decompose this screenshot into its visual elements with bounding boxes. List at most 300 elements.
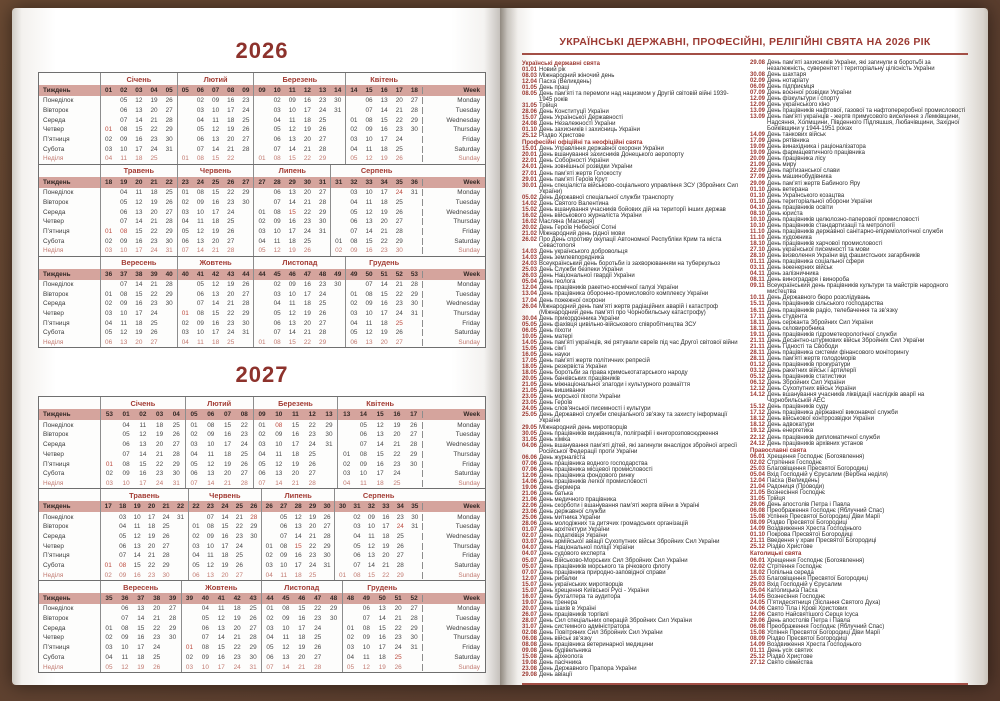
week-group [334,501,422,512]
day-label-en: Tuesday [422,199,485,206]
week-number: 27 [280,503,288,511]
date-cell: 08 [362,624,370,632]
date-cell: 14 [282,663,290,671]
date-cell: 22 [395,116,403,124]
day-row [39,430,485,440]
date-cell: 03 [353,523,361,531]
date-cell: 20 [380,218,388,226]
holiday-name: Всеукраїнський день працівників культури та майстрів народного мистецтва [767,283,949,296]
day-group [342,643,423,653]
date-cell: 30 [319,218,327,226]
date-cell: 28 [410,107,418,115]
date-cell: 04 [201,605,209,613]
date-cell: 10 [212,107,220,115]
week-group [261,501,334,512]
day-label-en: Monday [422,189,485,196]
holiday-name: День Служби безпеки України [539,267,623,274]
date-cell: 21 [233,634,241,642]
date-cell: 13 [380,97,388,105]
date-cell: 25 [314,634,322,642]
date-cell: 17 [139,479,147,487]
holiday-date: 22.12 [750,434,766,441]
date-cell: 05 [273,310,281,318]
calendar-quarter [39,580,485,672]
week-number: 39 [169,595,177,603]
day-label: Субота [43,562,65,570]
day-label-en: Monday [422,97,485,104]
date-cell: 30 [410,634,418,642]
date-cell: 05 [120,97,128,105]
day-group [100,135,177,145]
holiday-name: День податківця України [539,533,608,540]
holiday-name: День хіміка [539,436,571,443]
holiday-entry [750,441,968,447]
date-cell: 23 [233,653,241,661]
day-group [330,198,422,208]
date-cell: 24 [235,542,243,550]
day-group [337,430,422,440]
date-cell: 11 [273,237,281,245]
date-cell: 14 [139,450,147,458]
holiday-date: 25.06 [522,515,538,522]
date-cell: 30 [334,97,342,105]
date-cell: 13 [378,605,386,613]
holiday-name: День державної служби [539,509,606,516]
day-label: Понеділок [43,189,74,197]
holiday-name: День пам’яті та перемоги над нацизмом у Другій світовій війні 1939-1945 років [539,90,729,103]
holiday-date: 19.09 [750,144,766,151]
date-cell: 20 [298,653,306,661]
date-cell: 08 [120,290,128,298]
day-group [253,289,345,299]
holiday-date: 19.07 [522,599,538,606]
day-group [253,338,345,348]
day-label-en: Saturday [422,470,485,477]
date-cell: 23 [242,97,250,105]
date-cell: 06 [273,136,281,144]
date-cell: 08 [359,450,367,458]
holiday-name: День працівників легкої промисловості [539,478,648,485]
day-group [253,115,345,125]
holiday-date: 21.04 [750,483,766,490]
date-cell: 18 [303,300,311,308]
date-cell: 26 [240,460,248,468]
date-cell: 16 [217,653,225,661]
date-cell: 11 [365,319,373,327]
date-cell: 26 [314,644,322,652]
day-group [188,561,261,571]
holiday-date: 05.05 [522,321,538,328]
date-cell: 05 [258,460,266,468]
date-cell: 17 [135,145,143,153]
day-group [100,614,181,624]
date-cell: 04 [105,155,113,163]
date-cell: 20 [309,523,317,531]
date-cell: 12 [217,615,225,623]
date-cell: 23 [235,532,243,540]
date-cell: 07 [120,218,128,226]
date-cell: 04 [119,523,127,531]
day-group [100,198,177,208]
date-cell: 09 [275,431,283,439]
day-group [185,479,253,489]
date-cell: 12 [365,155,373,163]
week-group [177,269,254,280]
day-row [39,115,485,125]
month-name: Грудень [367,582,398,592]
date-cell: 08 [273,155,281,163]
week-number: 08 [240,411,248,419]
holiday-name: День працівників торгівлі [539,611,609,618]
date-cell: 15 [288,155,296,163]
holiday-name: День працівника системи фінансового моніторингу [767,349,909,356]
week-number: 26 [250,503,258,511]
day-group [185,420,253,430]
day-row [39,144,485,154]
date-cell: 14 [288,329,296,337]
holiday-date: 09.11 [750,283,765,290]
day-row [39,643,485,653]
holiday-date: 12.12 [750,386,766,393]
week-group [100,593,181,604]
holiday-date: 19.06 [522,484,538,491]
date-cell: 04 [343,479,351,487]
day-group [181,623,262,633]
holiday-date: 14.05 [750,593,766,600]
date-cell: 20 [303,136,311,144]
date-cell: 13 [135,107,143,115]
date-cell: 01 [265,542,273,550]
date-cell: 30 [162,571,170,579]
holiday-date: 15.05 [522,345,538,352]
holiday-date: 12.06 [750,611,766,618]
date-cell: 11 [365,145,373,153]
holiday-name: День працівників освіти [767,204,833,211]
day-group [100,450,185,460]
date-cell: 25 [227,339,235,347]
week-number: 53 [105,411,113,419]
week-number: 18 [105,178,113,186]
date-cell: 30 [249,653,257,661]
holiday-date: 28.10 [750,253,766,260]
holiday-entry [750,392,968,404]
holiday-name: День слов’янської писемності і культури [539,406,651,413]
holiday-name: День вишиванки [539,388,585,395]
holiday-date: 25.12 [750,544,766,551]
day-group [253,207,330,217]
date-cell: 22 [303,339,311,347]
date-cell: 25 [396,532,404,540]
week-number: 06 [196,87,204,94]
date-cell: 14 [378,615,386,623]
day-group [334,570,422,580]
week-number: 37 [120,270,128,278]
holiday-date: 20.05 [522,376,538,383]
date-cell: 01 [105,460,113,468]
holiday-name: День пожежної охорони [539,297,606,304]
date-cell: 02 [185,653,193,661]
date-cell: 16 [376,460,384,468]
day-label: Середа [43,300,66,308]
date-cell: 11 [368,532,375,540]
week-number: 45 [282,595,290,603]
date-cell: 21 [150,280,158,288]
holiday-date: 15.12 [750,404,766,411]
date-cell: 16 [212,319,220,327]
day-label: Середа [43,116,66,124]
date-cell: 03 [181,208,189,216]
date-cell: 10 [288,290,296,298]
date-cell: 01 [258,421,266,429]
holiday-name: День Національної поліції України [539,545,635,552]
holiday-date: 16.07 [522,593,538,600]
day-group [330,207,422,217]
date-cell: 28 [169,615,177,623]
day-group [100,643,181,653]
date-cell: 14 [217,634,225,642]
date-cell: 09 [350,247,358,255]
holiday-name: День апостолів Петра і Павла [767,502,851,509]
day-group [342,614,423,624]
date-cell: 15 [135,126,143,134]
week-number: 28 [294,503,302,511]
holiday-name: День працівників видавництв, поліграфії і книгорозповсюдження [539,430,719,437]
holiday-date: 24.05 [522,406,538,413]
holiday-name: День захисників і захисниць України [539,127,640,134]
date-cell: 14 [376,441,384,449]
day-group [345,299,422,309]
holiday-date: 02.02 [750,563,766,570]
day-group [337,420,422,430]
date-cell: 23 [394,634,402,642]
date-cell: 01 [350,290,358,298]
date-cell: 31 [410,644,418,652]
date-cell: 28 [227,247,235,255]
date-cell: 08 [121,624,129,632]
day-label-en: Tuesday [422,523,485,530]
month-name: Травень [123,166,155,176]
holiday-name: День українських миротворців [539,581,624,588]
day-group [100,115,177,125]
day-label: Вівторок [43,198,69,206]
holidays-columns [522,60,968,679]
date-cell: 19 [303,126,311,134]
holiday-entry [522,91,740,103]
holiday-date: 19.11 [750,331,765,338]
day-group [177,227,254,237]
day-row [39,198,485,208]
date-cell: 22 [227,155,235,163]
date-cell: 13 [275,470,283,478]
holiday-name: День Героїв [539,400,573,407]
week-number: 21 [162,503,170,511]
date-cell: 30 [334,280,342,288]
date-cell: 31 [410,189,418,197]
holiday-date: 07.09 [750,89,766,96]
date-cell: 06 [181,237,189,245]
date-cell: 18 [233,605,241,613]
date-cell: 04 [265,571,273,579]
day-group [337,450,422,460]
date-cell: 17 [148,513,156,521]
day-label-en: Sunday [422,155,485,162]
date-cell: 07 [120,280,128,288]
date-cell: 21 [223,479,232,487]
week-number: 21 [150,178,158,186]
date-cell: 31 [249,663,257,671]
holiday-name: Різдво Пресвятої Богородиці [767,636,848,643]
day-label: Понеділок [43,421,74,429]
date-cell: 28 [242,300,250,308]
day-group [181,643,262,653]
day-group [261,653,342,663]
date-cell: 30 [411,513,419,521]
day-group [100,512,188,522]
holiday-date: 14.03 [522,249,538,256]
date-cell: 09 [122,470,130,478]
day-label: Неділя [43,339,64,347]
date-cell: 01 [105,227,113,235]
day-group [100,154,177,164]
month-name: Жовтень [205,582,238,592]
date-cell: 02 [350,300,358,308]
week-number: 09 [258,411,266,419]
day-label-en: Thursday [422,218,485,225]
day-group [253,450,338,460]
holiday-name: Свято Тіла і Крові Христових [767,605,848,612]
date-cell: 21 [298,663,306,671]
holiday-date: 06.06 [522,454,538,461]
week-number: 13 [319,87,327,94]
holiday-section-header: Професійні офіційні та неофіційні свята [522,140,643,147]
holiday-name: День пам’яті українців - жертв примусового виселення з Лемківщини, Надсяння, Холмщини, Південного Підляшшя, Любачівщини, Західної Бойківщини у 1944-1951 роках [767,114,960,133]
date-cell: 07 [362,615,370,623]
day-group [337,440,422,450]
day-label: П’ятниця [43,460,70,468]
holiday-name: Про День спротиву окупації Автономної Республіки Крим та міста Севастополя [539,237,722,250]
date-cell: 24 [314,624,322,632]
date-cell: 09 [121,634,129,642]
date-cell: 02 [181,319,189,327]
holiday-name: День машинобудівника [767,174,832,181]
day-group [253,154,345,164]
holiday-name: День юриста [767,210,803,217]
date-cell: 08 [120,126,128,134]
holiday-date: 06.12 [750,380,766,387]
week-number: 25 [212,178,220,186]
date-cell: 03 [343,470,351,478]
date-cell: 30 [323,552,331,560]
date-cell: 19 [380,155,388,163]
date-cell: 09 [288,280,296,288]
holiday-date: 20.07 [522,605,538,612]
date-cell: 11 [120,319,128,327]
holiday-entry [750,283,968,295]
date-cell: 24 [395,136,403,144]
holiday-name: День працівника фондового ринку [539,472,635,479]
date-cell: 12 [139,431,147,439]
week-number: 35 [105,595,113,603]
month-header-row [39,397,485,409]
holiday-date: 15.08 [522,654,538,661]
day-group [345,96,422,106]
date-cell: 01 [105,290,113,298]
date-cell: 30 [165,237,173,245]
holiday-date: 24.12 [750,440,766,447]
day-group [342,633,423,643]
month-name-cell [100,73,177,85]
date-cell: 02 [105,300,113,308]
day-label-en: Thursday [422,451,485,458]
date-cell: 16 [378,634,386,642]
week-number: 52 [410,595,418,603]
holiday-name: День шахтаря [767,71,807,78]
date-cell: 21 [212,247,220,255]
date-cell: 21 [303,145,311,153]
date-cell: 24 [150,247,158,255]
day-label: Вівторок [43,615,69,623]
week-number: 02 [120,87,128,94]
date-cell: 08 [273,339,281,347]
date-cell: 18 [382,532,390,540]
holiday-date: 10.10 [750,216,766,223]
holiday-name: Вознесіння Господнє [767,489,826,496]
date-cell: 23 [308,431,316,439]
date-cell: 18 [135,155,143,163]
date-cell: 16 [133,571,141,579]
date-cell: 06 [122,441,130,449]
date-cell: 27 [242,136,250,144]
date-cell: 20 [212,237,220,245]
date-cell: 15 [212,189,220,197]
date-cell: 01 [343,450,351,458]
week-number: 36 [410,178,418,186]
date-cell: 31 [325,441,333,449]
week-label: Тиждень [43,87,71,94]
date-cell: 18 [221,552,229,560]
date-cell: 26 [165,198,173,206]
holiday-name: День студента [767,313,808,320]
day-label: П’ятниця [43,136,70,144]
holiday-name: День працівників ракетно-космічної галузі України [539,285,679,292]
date-cell: 06 [273,189,281,197]
holiday-date: 19.08 [522,660,538,667]
date-cell: 24 [395,189,403,197]
date-cell: 08 [365,290,373,298]
week-number: 22 [176,503,185,511]
day-label-en: Sunday [422,572,485,579]
holiday-date: 18.05 [522,364,538,371]
day-group [181,662,262,672]
day-group [100,236,177,246]
date-cell: 20 [148,542,156,550]
date-cell: 26 [162,532,170,540]
week-number: 38 [135,270,143,278]
day-group [261,522,334,532]
date-cell: 12 [367,542,375,550]
holiday-date: 04.06 [750,605,766,612]
date-cell: 05 [201,615,209,623]
holiday-date: 05.04 [750,471,766,478]
holiday-name: Різдво Пресвятої Богородиці [767,520,848,527]
date-cell: 02 [273,280,281,288]
date-cell: 17 [380,189,388,197]
date-cell: 10 [275,441,283,449]
day-group [253,188,330,198]
date-cell: 31 [323,562,331,570]
date-cell: 14 [288,145,296,153]
day-label: Четвер [43,450,64,458]
